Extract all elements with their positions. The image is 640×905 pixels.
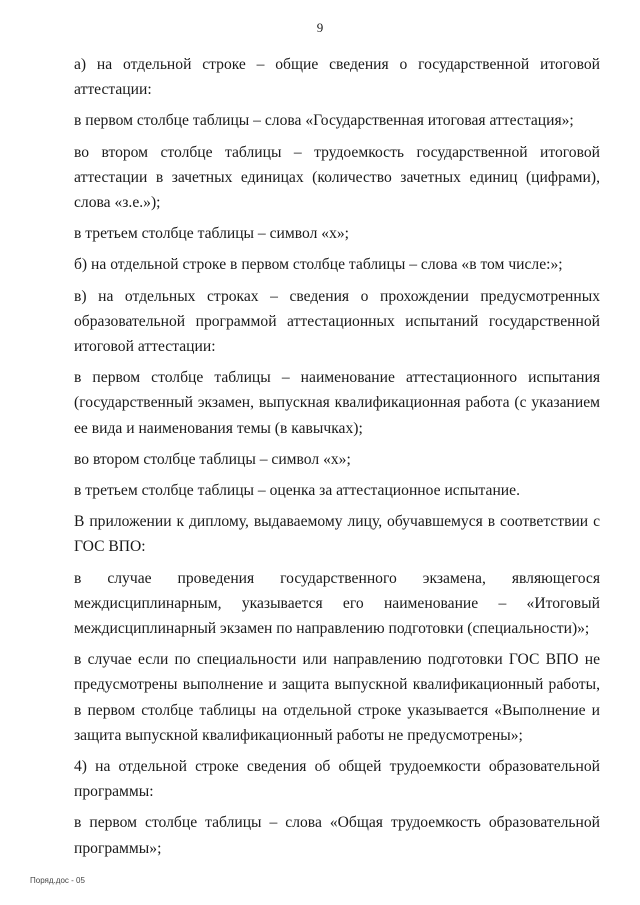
paragraph-7: в первом столбце таблицы – наименование аттестационного испытания (государственный экзамен, выпускная квалификационная работа (с указанием ее вида и наименования темы (в кавычках); [74,369,600,437]
paragraph-3: во втором столбце таблицы – трудоемкость государственной итоговой аттестации в зачетных единицах (количество зачетных единиц (цифрами), слова «з.е.»); [74,143,600,212]
paragraph-10: В приложении к диплому, выдаваемому лицу, обучавшемуся в соответствии с ГОС ВПО: [74,513,600,556]
footer-note: Поряд.дос - 05 [30,876,85,885]
document-body [74,52,600,867]
paragraph-1: а) на отдельной строке – общие сведения о государственной итоговой аттестации: [74,56,600,99]
paragraph-12: в случае если по специальности или направлению подготовки ГОС ВПО не предусмотрены выполнение и защита выпускной квалификационный работы, в первом столбце таблицы на отдельной строке указывается «Выполнение и защита выпускной квалификационный работы не предусмотрены»; [74,651,600,744]
paragraph-4: в третьем столбце таблицы – символ «х»; [74,225,349,243]
paragraph-2: в первом столбце таблицы – слова «Государственная итоговая аттестация»; [74,112,574,130]
paragraph-6: в) на отдельных строках – сведения о прохождении предусмотренных образовательной программой аттестационных испытаний государственной итоговой аттестации: [74,287,600,356]
paragraph-9: в третьем столбце таблицы – оценка за аттестационное испытание. [74,482,520,500]
paragraph-14: в первом столбце таблицы – слова «Общая трудоемкость образовательной программы»; [74,814,600,857]
paragraph-13: 4) на отдельной строке сведения об общей трудоемкости образовательной программы: [74,758,600,801]
paragraph-8: во втором столбце таблицы – символ «х»; [74,450,351,468]
paragraph-5: б) на отдельной строке в первом столбце таблицы – слова «в том числе:»; [74,256,563,274]
page-number: 9 [316,20,324,35]
paragraph-11: в случае проведения государственного экзамена, являющегося междисциплинарным, указывается его наименование – «Итоговый междисциплинарный экзамен по направлению подготовки (специальности)»; [74,569,600,638]
